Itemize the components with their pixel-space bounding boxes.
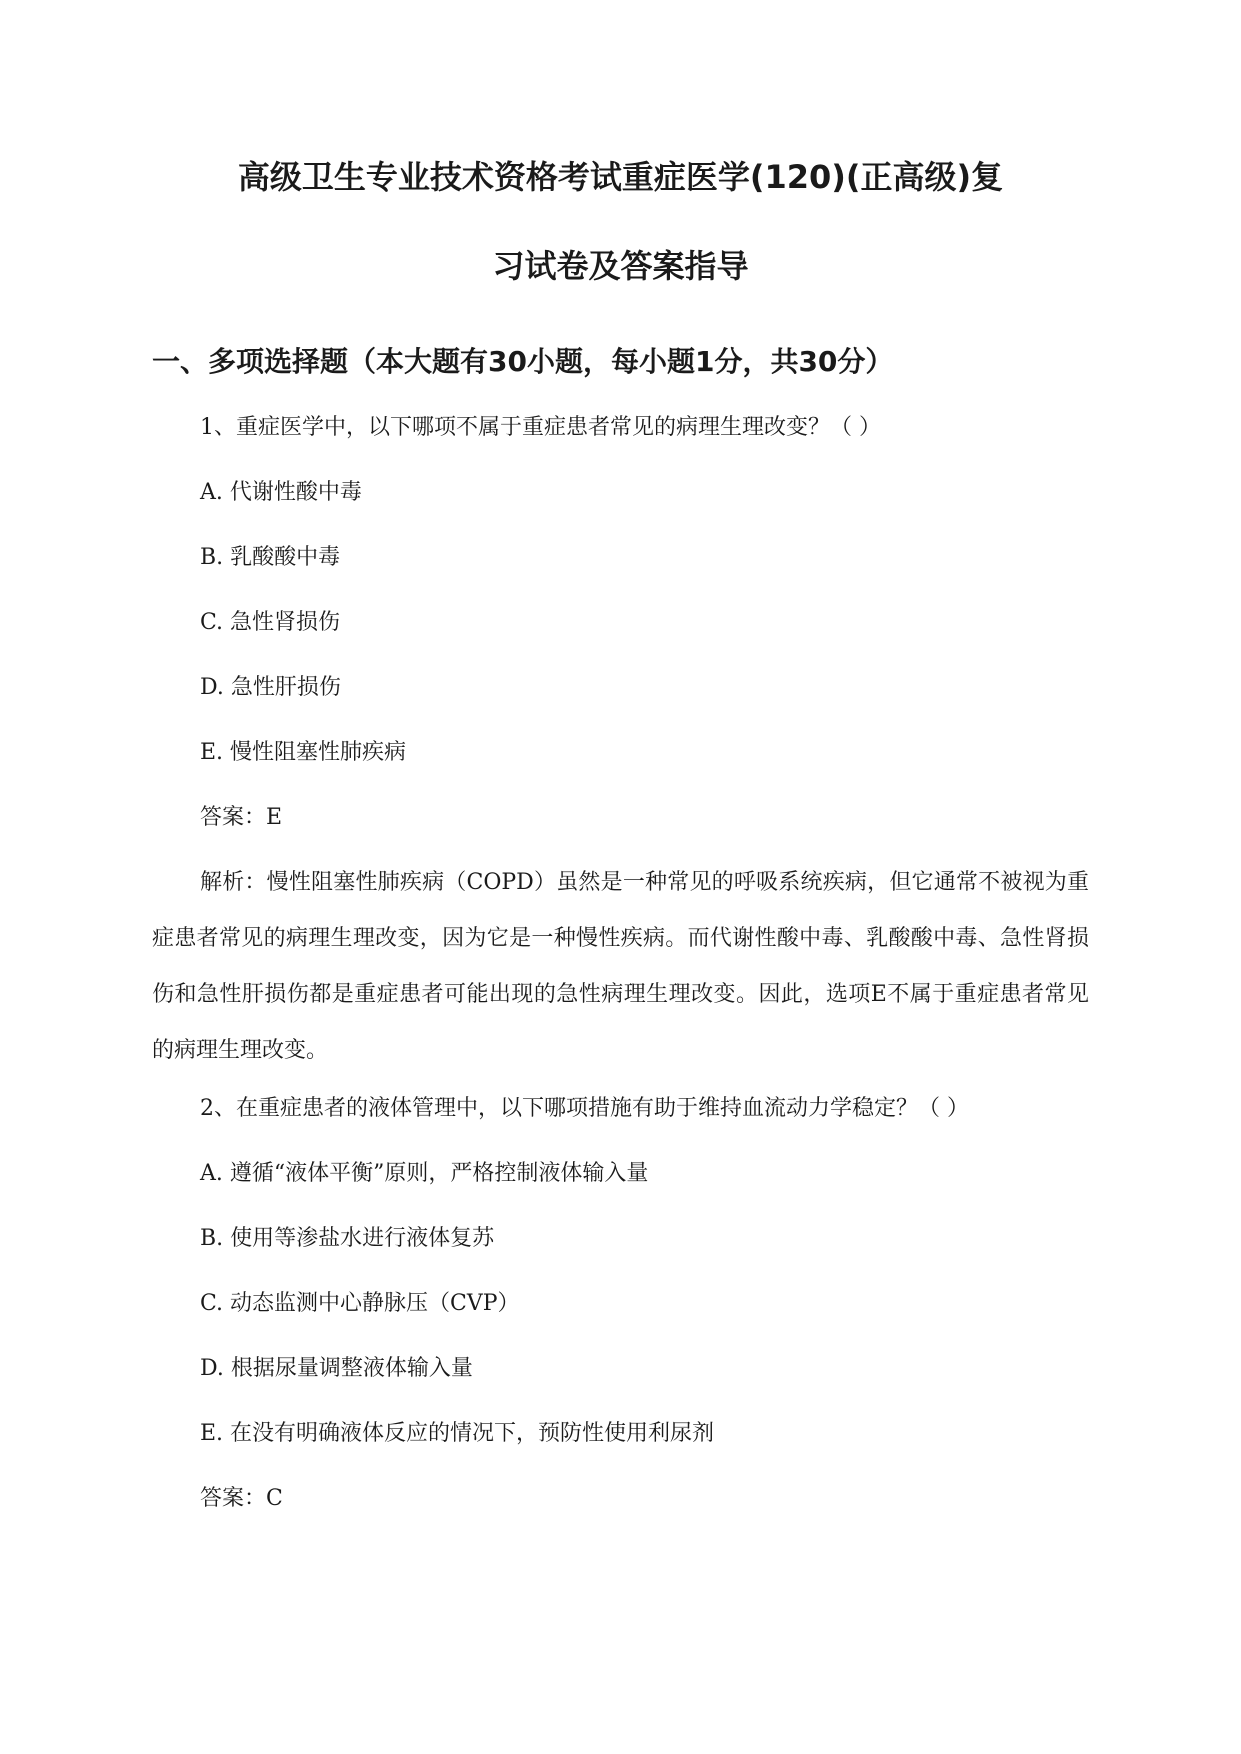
question-stem: 2、在重症患者的液体管理中，以下哪项措施有助于维持血流动力学稳定？（ ） — [200, 1096, 969, 1121]
document-title-line-1: 高级卫生专业技术资格考试重症医学(120)(正高级)复 — [237, 158, 1004, 196]
answer: 答案：C — [200, 1486, 283, 1511]
option-e: E. 在没有明确液体反应的情况下，预防性使用利尿剂 — [200, 1421, 715, 1446]
answer: 答案：E — [200, 805, 283, 830]
option-d: D. 急性肝损伤 — [200, 675, 341, 700]
option-b: B. 乳酸酸中毒 — [200, 545, 341, 570]
option-c: C. 急性肾损伤 — [200, 610, 341, 635]
option-c: C. 动态监测中心静脉压（CVP） — [200, 1291, 520, 1316]
document-title-line-2: 习试卷及答案指导 — [492, 247, 749, 285]
option-e: E. 慢性阻塞性肺疾病 — [200, 740, 407, 765]
question-2 — [152, 1094, 1089, 1514]
question-stem: 1、重症医学中，以下哪项不属于重症患者常见的病理生理改变？（ ） — [200, 415, 881, 440]
option-b: B. 使用等渗盐水进行液体复苏 — [200, 1226, 495, 1251]
option-a: A. 代谢性酸中毒 — [200, 480, 362, 505]
option-a: A. 遵循“液体平衡”原则，严格控制液体输入量 — [200, 1161, 649, 1186]
section-heading: 一、多项选择题（本大题有30小题，每小题1分，共30分） — [152, 345, 894, 378]
question-1 — [152, 413, 1089, 1079]
explanation: 解析：慢性阻塞性肺疾病（COPD）虽然是一种常见的呼吸系统疾病，但它通常不被视为重症患者常见的病理生理改变，因为它是一种慢性疾病。而代谢性酸中毒、乳酸酸中毒、急性肾损伤和急性肝损伤都是重症患者可能出现的急性病理生理改变。因此，选项E不属于重症患者常见的病理生理改变。 — [152, 870, 1089, 1063]
option-d: D. 根据尿量调整液体输入量 — [200, 1356, 473, 1381]
